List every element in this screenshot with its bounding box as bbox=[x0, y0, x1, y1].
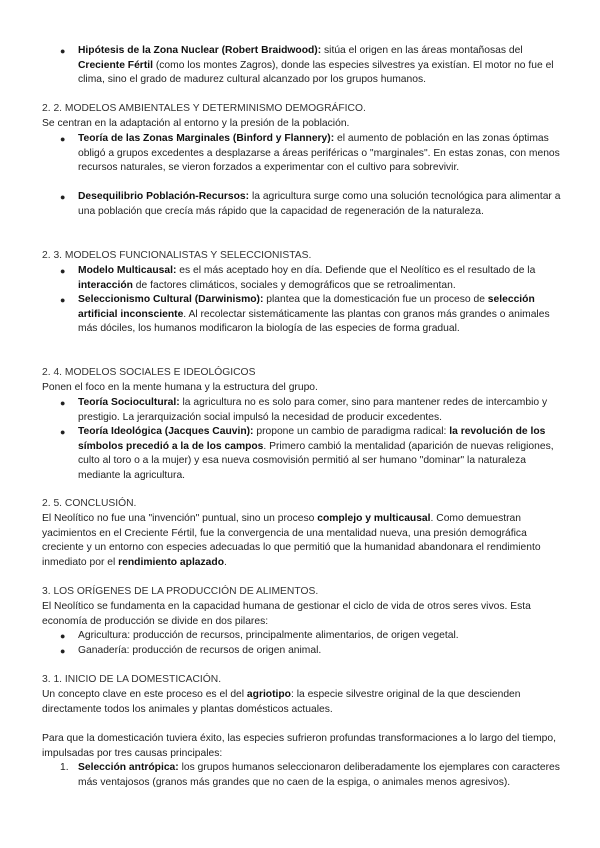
bullet-icon: ● bbox=[60, 192, 66, 202]
bullet-icon: ● bbox=[60, 266, 66, 276]
bullet-icon: ● bbox=[60, 295, 66, 305]
list-item-seleccionismo: ● Seleccionismo Cultural (Darwinismo): plantea que la domesticación fue un proceso de selección artificial inconsciente. Al recolectar sistemáticamente las plantas con granos más grandes o animales más dóciles, los humanos modificaron la biología de las especies de forma gradual. bbox=[60, 294, 550, 335]
section-heading-2-4: 2. 4. MODELOS SOCIALES E IDEOLÓGICOS bbox=[42, 367, 256, 378]
bullet-icon: ● bbox=[60, 134, 66, 144]
list-item-zonas-marginales: ● Teoría de las Zonas Marginales (Binford y Flannery): el aumento de población en las zonas óptimas obligó a grupos excedentes a desplazarse a áreas periféricas o "marginales". En estas zonas, con menos recursos naturales, se vieron forzados a experimentar con el cultivo para sobrevivir. bbox=[60, 133, 560, 174]
transformations-paragraph: Para que la domesticación tuviera éxito, las especies sufrieron profundas transformaciones a lo largo del tiempo, impulsadas por tres causas principales: bbox=[42, 733, 556, 759]
list-item-ideologica: ● Teoría Ideológica (Jacques Cauvin): propone un cambio de paradigma radical: la revolución de los símbolos precedió a la de los campos. Primero cambió la mentalidad (aparición de nuevas religiones, culto al toro o a la mujer) y esa nueva cosmovisión permitió al ser humano "dominar" la naturaleza mediante la agricultura. bbox=[60, 426, 554, 481]
list-item-sociocultural: ● Teoría Sociocultural: la agricultura no es solo para comer, sino para mantener redes de intercambio y prestigio. La jerarquización social impulsó la necesidad de producir excedentes. bbox=[60, 397, 548, 423]
section-intro-3: El Neolítico se fundamenta en la capacidad humana de gestionar el ciclo de vida de otros seres vivos. Esta economía de producción se divide en dos pilares: bbox=[42, 601, 531, 627]
bullet-icon: ● bbox=[60, 646, 66, 656]
section-heading-2-3: 2. 3. MODELOS FUNCIONALISTAS Y SELECCIONISTAS. bbox=[42, 250, 312, 261]
list-item-multicausal: ● Modelo Multicausal: es el más aceptado hoy en día. Defiende que el Neolítico es el resultado de la interacción de factores climáticos, sociales y demográficos que se retroalimentan. bbox=[60, 265, 536, 291]
bullet-icon: ● bbox=[60, 631, 66, 641]
term-zona-nuclear: Hipótesis de la Zona Nuclear (Robert Braidwood): bbox=[78, 45, 322, 56]
list-item-desequilibrio: ● Desequilibrio Población-Recursos: la agricultura surge como una solución tecnológica para alimentar a una población que crecía más rápido que la capacidad de regeneración de la naturaleza. bbox=[60, 191, 561, 217]
section-heading-2-2: 2. 2. MODELOS AMBIENTALES Y DETERMINISMO DEMOGRÁFICO. bbox=[42, 103, 366, 114]
bullet-icon: ● bbox=[60, 46, 66, 56]
agriotipo-paragraph: Un concepto clave en este proceso es el del agriotipo: la especie silvestre original de la que descienden directamente todos los animales y plantas domésticos actuales. bbox=[42, 689, 521, 715]
list-item-zona-nuclear: ● Hipótesis de la Zona Nuclear (Robert Braidwood): sitúa el origen en las áreas montañosas del Creciente Fértil (como los montes Zagros), donde las especies silvestres ya existían. El motor no fue el clima, sino el grado de madurez cultural alcanzado por los grupos humanos. bbox=[60, 45, 554, 86]
list-item-ganaderia: ● Ganadería: producción de recursos de origen animal. bbox=[78, 644, 564, 659]
numbered-item-seleccion-antropica: 1. Selección antrópica: los grupos humanos seleccionaron deliberadamente los ejemplares con caracteres más ventajosos (granos más grandes que no caen de la espiga, o animales menos agresivos). bbox=[60, 762, 560, 788]
bullet-icon: ● bbox=[60, 398, 66, 408]
bullet-icon: ● bbox=[60, 427, 66, 437]
item-number: 1. bbox=[60, 762, 69, 773]
section-heading-3: 3. LOS ORÍGENES DE LA PRODUCCIÓN DE ALIMENTOS. bbox=[42, 586, 319, 597]
list-item-agricultura: ● Agricultura: producción de recursos, principalmente alimentarios, de origen vegetal. bbox=[78, 629, 564, 644]
section-heading-2-5: 2. 5. CONCLUSIÓN. bbox=[42, 498, 137, 509]
section-heading-3-1: 3. 1. INICIO DE LA DOMESTICACIÓN. bbox=[42, 674, 222, 685]
conclusion-paragraph: El Neolítico no fue una "invención" puntual, sino un proceso complejo y multicausal. Como demuestran yacimientos en el Creciente Fértil, fue la convergencia de una mentalidad nueva, una presión demográfica creciente y un entorno con especies adecuadas lo que permitió que la humanidad abandonara el rendimiento inmediato por el rendimiento aplazado. bbox=[42, 513, 541, 568]
section-intro-2-4: Ponen el foco en la mente humana y la estructura del grupo. bbox=[42, 382, 318, 393]
section-intro-2-2: Se centran en la adaptación al entorno y la presión de la población. bbox=[42, 118, 350, 129]
